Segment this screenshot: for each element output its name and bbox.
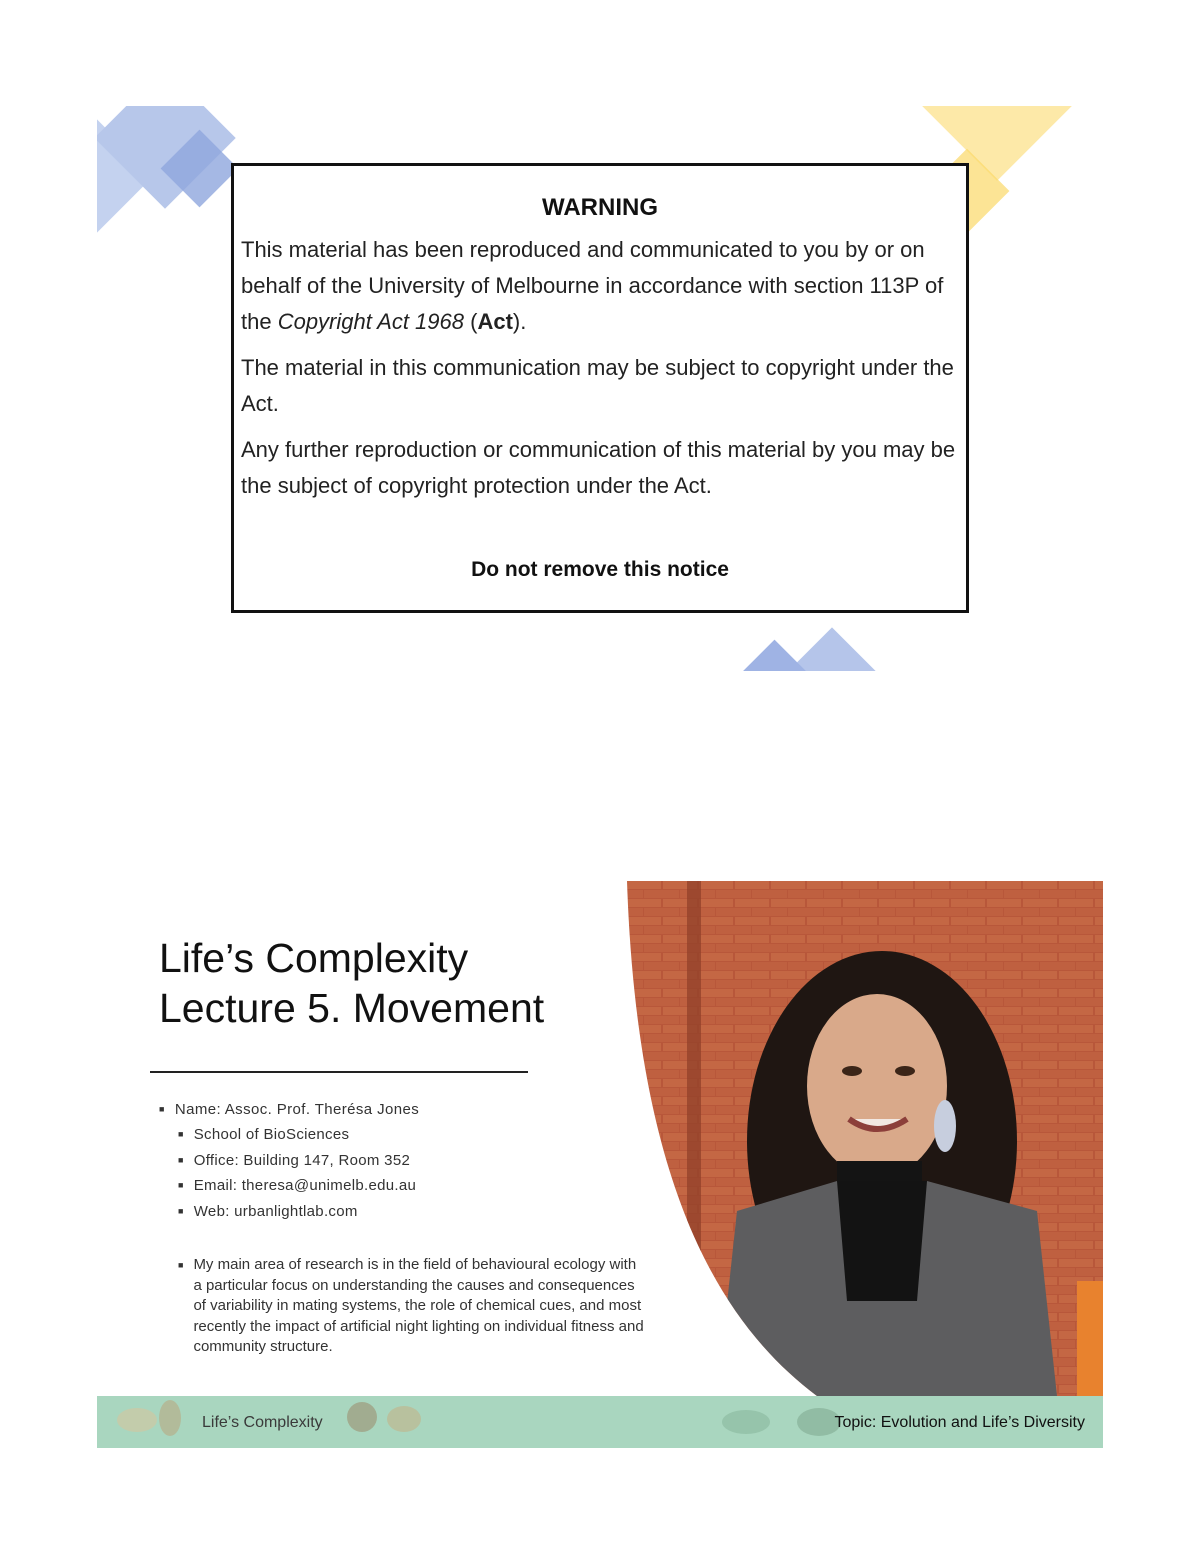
warning-slide — [97, 106, 1103, 671]
warning-notice-box — [231, 163, 969, 613]
warning-text: ( — [464, 309, 478, 334]
shell-decoration-icon — [347, 1402, 377, 1432]
bullet-icon: ■ — [159, 1104, 165, 1114]
title-divider — [150, 1071, 528, 1073]
list-item — [178, 1173, 419, 1199]
bullet-icon: ■ — [178, 1154, 184, 1165]
detail-office: Office: Building 147, Room 352 — [193, 1151, 411, 1169]
detail-school: School of BioSciences — [193, 1126, 350, 1143]
lecturer-details — [159, 1097, 419, 1224]
detail-web: Web: urbanlightlab.com — [193, 1202, 358, 1220]
lecturer-photo-image — [627, 881, 1103, 1396]
warning-paragraph-1 — [241, 232, 961, 340]
slide-footer — [97, 1396, 1103, 1448]
warning-text: ). — [512, 309, 527, 334]
act-name: Copyright Act 1968 — [277, 309, 464, 334]
list-item — [159, 1097, 419, 1122]
warning-text: This material has been reproduced and communicated to you by or on behalf of the University of Melbourne in accordance with section 113P of the — [241, 237, 944, 334]
list-item — [178, 1199, 419, 1225]
footer-topic: Topic: Evolution and Life’s Diversity — [834, 1414, 1085, 1431]
bullet-icon: ■ — [178, 1180, 184, 1190]
deco-square — [736, 640, 814, 671]
act-short: Act — [477, 309, 513, 334]
lecture-title-line-1: Life’s Complexity — [159, 935, 469, 981]
lecture-title-line-2: Lecture 5. Movement — [159, 985, 545, 1031]
footer-course-name: Life’s Complexity — [202, 1414, 323, 1431]
research-text: My main area of research is in the field of behavioural ecology with a particular focus on understanding the causes and consequences of variability in mating systems, the role of chemical cues, and most recently the impact of artificial night lighting on individual fitness and community structure. — [193, 1256, 644, 1355]
lecture-title — [159, 933, 544, 1033]
lecture-slide — [97, 881, 1103, 1448]
warning-title: WARNING — [542, 194, 658, 221]
bullet-icon: ■ — [178, 1205, 184, 1216]
detail-email: Email: theresa@unimelb.edu.au — [193, 1177, 417, 1194]
list-item — [178, 1122, 419, 1148]
lecturer-photo — [627, 881, 1103, 1396]
list-item — [178, 1148, 419, 1174]
warning-paragraph-3: Any further reproduction or communication of this material by you may be the subject of copyright protection under the Act. — [241, 437, 956, 498]
beetle-decoration-icon — [722, 1410, 770, 1434]
warning-footer: Do not remove this notice — [471, 558, 729, 581]
bullet-icon: ■ — [178, 1129, 184, 1139]
shell-decoration-icon — [387, 1406, 421, 1432]
shell-decoration-icon — [159, 1400, 181, 1436]
warning-paragraph-2: The material in this communication may be subject to copyright under the Act. — [241, 355, 954, 416]
bullet-icon: ■ — [178, 1260, 184, 1270]
shell-decoration-icon — [117, 1408, 157, 1432]
research-summary — [178, 1255, 648, 1358]
lecturer-name: Name: Assoc. Prof. Therésa Jones — [174, 1101, 420, 1118]
